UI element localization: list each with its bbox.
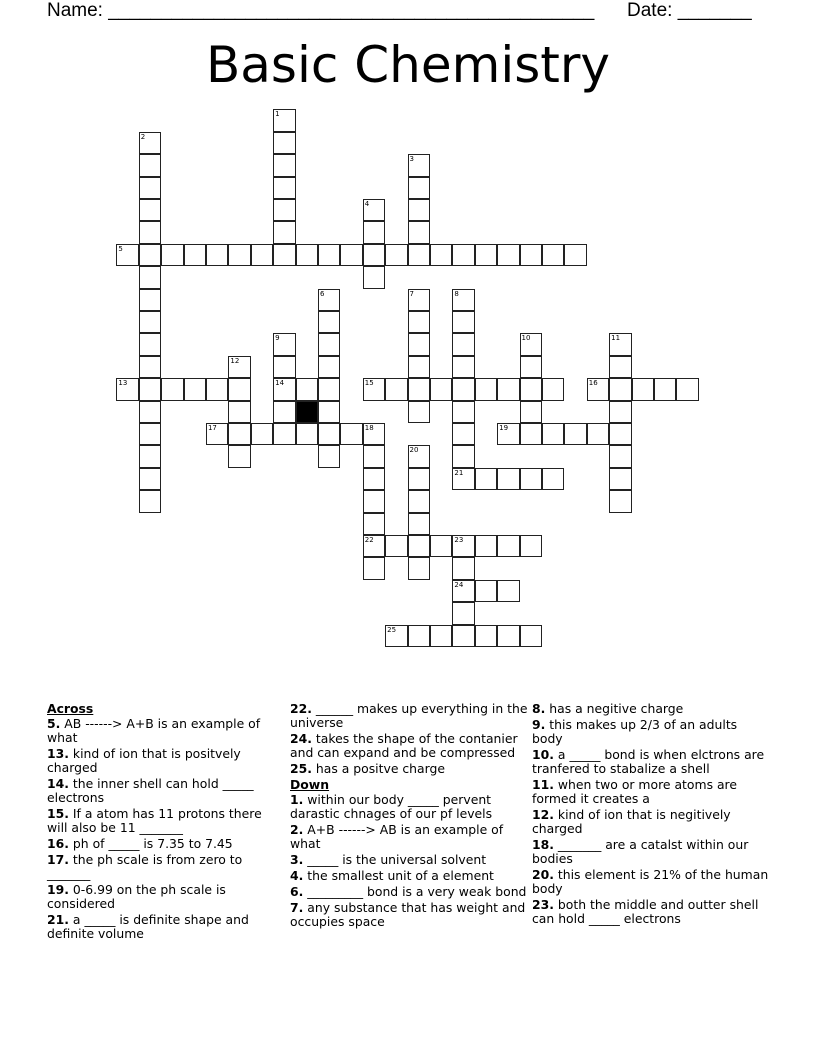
across-clue [290,702,528,730]
crossword-cell[interactable] [475,468,497,490]
cell-number: 13 [118,379,128,388]
down-clue [532,868,770,896]
crossword-cell[interactable] [452,625,474,647]
crossword-cell[interactable] [363,423,385,445]
clue-text: A+B ------> AB is an example of what [290,822,504,851]
across-clue [47,807,285,835]
crossword-cell[interactable] [475,625,497,647]
cell-number: 2 [140,132,146,141]
clue-text: a _____ bond is when elctrons are tranfered to stabalize a shell [532,747,765,776]
crossword-cell[interactable] [408,445,430,467]
crossword-cell[interactable] [139,177,161,199]
clue-text: both the middle and outter shell can hold _____ electrons [532,897,759,926]
crossword-cell[interactable] [206,423,228,445]
crossword-cell[interactable] [497,580,519,602]
crossword-cell[interactable] [139,289,161,311]
cell-number: 15 [364,379,374,388]
crossword-cell[interactable] [475,535,497,557]
clue-number: 7. [290,900,304,915]
crossword-cell[interactable] [408,625,430,647]
crossword-cell[interactable] [251,244,273,266]
cell-number: 7 [409,289,415,298]
clue-text: the smallest unit of a element [307,868,494,883]
crossword-cell[interactable] [206,244,228,266]
clue-number: 6. [290,884,304,899]
across-clue [47,747,285,775]
crossword-cell[interactable] [139,154,161,176]
crossword-cell[interactable] [497,625,519,647]
crossword-cell[interactable] [273,132,295,154]
crossword-cell[interactable] [184,244,206,266]
crossword-cell[interactable] [452,378,474,400]
crossword-cell[interactable] [139,266,161,288]
cell-number: 20 [409,446,419,455]
clue-number: 13. [47,746,69,761]
clue-number: 16. [47,836,69,851]
crossword-cell[interactable] [408,221,430,243]
down-clue [290,869,528,883]
clue-number: 2. [290,822,304,837]
crossword-cell[interactable] [520,356,542,378]
page-title: Basic Chemistry [205,36,611,94]
clue-text: kind of ion that is positvely charged [47,746,241,775]
cell-number: 16 [588,379,598,388]
cell-number: 5 [118,244,123,253]
crossword-cell[interactable] [116,244,138,266]
clue-text: this makes up 2/3 of an adults body [532,717,738,746]
crossword-cell[interactable] [497,378,519,400]
clue-text: when two or more atoms are formed it creates a [532,777,738,806]
crossword-cell[interactable] [340,244,362,266]
crossword-cell[interactable] [273,109,295,131]
clue-text: the ph scale is from zero to _______ [47,852,243,881]
crossword-cell[interactable] [475,244,497,266]
crossword-cell[interactable] [184,378,206,400]
clues-column-2 [290,702,528,931]
crossword-cell[interactable] [452,445,474,467]
crossword-cell[interactable] [676,378,698,400]
crossword-cell[interactable] [139,199,161,221]
crossword-cell[interactable] [564,244,586,266]
crossword-cell[interactable] [385,535,407,557]
crossword-cell[interactable] [363,199,385,221]
crossword-cell[interactable] [139,221,161,243]
crossword-cell[interactable] [430,625,452,647]
clue-text: _________ bond is a very weak bond [307,884,527,899]
crossword-cell[interactable] [654,378,676,400]
crossword-cell[interactable] [139,333,161,355]
crossword-cell[interactable] [430,378,452,400]
clues-column-3 [532,702,770,928]
across-clue [47,913,285,941]
clue-number: 18. [532,837,554,852]
crossword-cell[interactable] [609,423,631,445]
crossword-cell[interactable] [363,490,385,512]
date-field: Date: _______ [627,0,752,21]
crossword-cell[interactable] [273,244,295,266]
crossword-cell[interactable] [228,356,250,378]
crossword-cell[interactable] [609,378,631,400]
crossword-cell[interactable] [408,244,430,266]
crossword-cell[interactable] [609,468,631,490]
crossword-cell[interactable] [116,378,138,400]
crossword-cell[interactable] [452,401,474,423]
down-clue [290,853,528,867]
crossword-cell[interactable] [542,244,564,266]
crossword-cell[interactable] [340,423,362,445]
crossword-cell[interactable] [273,423,295,445]
crossword-cell[interactable] [318,423,340,445]
down-clue [290,793,528,821]
crossword-cell[interactable] [542,468,564,490]
crossword-cell[interactable] [251,423,273,445]
crossword-cell[interactable] [475,580,497,602]
crossword-cell[interactable] [452,333,474,355]
crossword-cell[interactable] [385,378,407,400]
clue-text: any substance that has weight and occupies space [290,900,526,929]
crossword-cell[interactable] [408,177,430,199]
crossword-cell[interactable] [363,468,385,490]
cell-number: 22 [364,535,374,544]
down-clue [532,898,770,926]
crossword-cell[interactable] [206,378,228,400]
cell-number: 18 [364,423,374,432]
clue-text: has a positve charge [315,761,445,776]
crossword-cell[interactable] [497,244,519,266]
crossword-cell[interactable] [408,356,430,378]
crossword-cell[interactable] [273,401,295,423]
crossword-cell[interactable] [408,468,430,490]
crossword-cell[interactable] [452,557,474,579]
crossword-cell[interactable] [609,445,631,467]
clue-text: _____ is the universal solvent [307,852,487,867]
clue-number: 20. [532,867,554,882]
crossword-cell[interactable] [408,289,430,311]
clue-text: takes the shape of the contanier and can expand and be compressed [290,731,518,760]
crossword-cell[interactable] [385,625,407,647]
cell-number: 11 [611,334,621,343]
clue-number: 9. [532,717,546,732]
crossword-cell[interactable] [363,445,385,467]
crossword-cell[interactable] [587,378,609,400]
clue-text: kind of ion that is negitively charged [532,807,731,836]
clue-text: ph of _____ is 7.35 to 7.45 [72,836,233,851]
across-clue [47,777,285,805]
crossword-cell[interactable] [139,132,161,154]
down-clue [532,808,770,836]
crossword-cell[interactable] [363,378,385,400]
crossword-cell[interactable] [318,311,340,333]
crossword-cell[interactable] [475,378,497,400]
crossword-cell[interactable] [296,423,318,445]
down-clue [532,778,770,806]
crossword-cell[interactable] [139,445,161,467]
cell-number: 12 [230,356,240,365]
cell-number: 14 [275,379,285,388]
crossword-cell[interactable] [609,356,631,378]
clue-number: 19. [47,882,69,897]
crossword-cell[interactable] [430,244,452,266]
clue-number: 22. [290,701,312,716]
crossword-cell[interactable] [139,356,161,378]
crossword-cell[interactable] [161,244,183,266]
crossword-cell[interactable] [564,423,586,445]
cell-number: 24 [454,580,464,589]
crossword-cell[interactable] [318,244,340,266]
crossword-cell[interactable] [139,401,161,423]
down-clue [290,901,528,929]
across-clue [47,717,285,745]
crossword-cell[interactable] [452,535,474,557]
across-clue [47,853,285,881]
clue-number: 15. [47,806,69,821]
crossword-cell[interactable] [452,602,474,624]
across-heading: Across [47,701,94,716]
crossword-cell[interactable] [408,535,430,557]
crossword-cell[interactable] [273,378,295,400]
crossword-cell[interactable] [139,490,161,512]
crossword-cell[interactable] [139,378,161,400]
clue-text: AB ------> A+B is an example of what [47,716,261,745]
crossword-cell[interactable] [408,311,430,333]
clue-number: 10. [532,747,554,762]
crossword-cell[interactable] [587,423,609,445]
crossword-cell[interactable] [408,154,430,176]
cell-number: 1 [275,110,280,119]
down-clue [532,702,770,716]
cell-number: 8 [454,289,459,298]
crossword-cell[interactable] [318,401,340,423]
clue-text: this element is 21% of the human body [532,867,769,896]
cell-number: 25 [387,625,397,634]
down-clue [532,838,770,866]
crossword-cell[interactable] [542,378,564,400]
crossword-cell[interactable] [430,535,452,557]
crossword-cell[interactable] [385,244,407,266]
clue-number: 25. [290,761,312,776]
clue-number: 23. [532,897,554,912]
crossword-cell[interactable] [139,244,161,266]
crossword-cell[interactable] [296,378,318,400]
crossword-cell[interactable] [520,625,542,647]
cell-number: 23 [454,535,464,544]
clue-text: the inner shell can hold _____ electrons [47,776,254,805]
crossword-cell[interactable] [363,535,385,557]
cell-number: 9 [275,334,280,343]
clue-number: 21. [47,912,69,927]
crossword-cell[interactable] [228,378,250,400]
crossword-cell[interactable] [228,445,250,467]
black-square [296,401,318,423]
crossword-cell[interactable] [363,244,385,266]
crossword-cell[interactable] [228,423,250,445]
down-clue [532,748,770,776]
cell-number: 21 [454,468,464,477]
name-field: Name: ______________________________________________ [47,0,595,21]
cell-number: 6 [319,289,325,298]
crossword-cell[interactable] [408,333,430,355]
crossword-cell[interactable] [609,490,631,512]
crossword-cell[interactable] [452,311,474,333]
down-clue [290,885,528,899]
crossword-cell[interactable] [318,289,340,311]
across-clue [47,883,285,911]
cell-number: 17 [207,423,217,432]
crossword-cell[interactable] [363,221,385,243]
crossword-cell[interactable] [139,468,161,490]
crossword-cell[interactable] [452,423,474,445]
crossword-cell[interactable] [408,401,430,423]
across-clue [290,762,528,776]
clue-number: 12. [532,807,554,822]
crossword-cell[interactable] [520,423,542,445]
crossword-cell[interactable] [408,378,430,400]
crossword-cell[interactable] [363,557,385,579]
clue-number: 4. [290,868,304,883]
down-clue [532,718,770,746]
clue-number: 1. [290,792,304,807]
across-clue [47,837,285,851]
clue-text: within our body _____ pervent darastic chnages of our pf levels [290,792,493,821]
crossword-cell[interactable] [408,490,430,512]
crossword-cell[interactable] [520,401,542,423]
crossword-cell[interactable] [273,221,295,243]
clue-text: _______ are a catalst within our bodies [532,837,749,866]
cell-number: 19 [499,423,509,432]
crossword-cell[interactable] [139,311,161,333]
crossword-cell[interactable] [273,356,295,378]
crossword-cell[interactable] [452,356,474,378]
crossword-cell[interactable] [408,513,430,535]
down-heading: Down [290,777,330,792]
clue-text: has a negitive charge [549,701,684,716]
crossword-cell[interactable] [497,423,519,445]
cell-number: 10 [521,334,531,343]
clue-text: a _____ is definite shape and definite volume [47,912,249,941]
crossword-cell[interactable] [228,244,250,266]
clue-text: If a atom has 11 protons there will also be 11 _______ [47,806,262,835]
crossword-cell[interactable] [452,468,474,490]
cell-number: 3 [409,155,415,164]
crossword-cell[interactable] [452,289,474,311]
crossword-cell[interactable] [273,333,295,355]
crossword-cell[interactable] [318,378,340,400]
crossword-cell[interactable] [318,356,340,378]
crossword-cell[interactable] [408,199,430,221]
crossword-cell[interactable] [296,244,318,266]
crossword-cell[interactable] [497,468,519,490]
crossword-cell[interactable] [520,378,542,400]
crossword-cell[interactable] [497,535,519,557]
across-clue [290,732,528,760]
crossword-cell[interactable] [363,266,385,288]
clue-number: 8. [532,701,546,716]
clue-number: 11. [532,777,554,792]
down-clue [290,823,528,851]
crossword-cell[interactable] [609,401,631,423]
crossword-cell[interactable] [273,154,295,176]
clue-number: 5. [47,716,61,731]
clue-number: 24. [290,731,312,746]
crossword-cell[interactable] [542,423,564,445]
crossword-cell[interactable] [363,513,385,535]
crossword-cell[interactable] [408,557,430,579]
crossword-cell[interactable] [520,333,542,355]
crossword-cell[interactable] [520,244,542,266]
clue-number: 14. [47,776,69,791]
crossword-cell[interactable] [520,535,542,557]
clue-number: 3. [290,852,304,867]
crossword-cell[interactable] [318,333,340,355]
crossword-cell[interactable] [139,423,161,445]
cell-number: 4 [364,199,370,208]
crossword-cell[interactable] [273,177,295,199]
crossword-cell[interactable] [318,445,340,467]
crossword-cell[interactable] [161,378,183,400]
crossword-cell[interactable] [452,244,474,266]
clue-text: ______ makes up everything in the universe [290,701,528,730]
crossword-cell[interactable] [452,580,474,602]
clue-number: 17. [47,852,69,867]
crossword-cell[interactable] [273,199,295,221]
crossword-cell[interactable] [520,468,542,490]
clues-column-1 [47,702,285,943]
crossword-cell[interactable] [609,333,631,355]
crossword-cell[interactable] [632,378,654,400]
clue-text: 0-6.99 on the ph scale is considered [47,882,226,911]
crossword-cell[interactable] [228,401,250,423]
